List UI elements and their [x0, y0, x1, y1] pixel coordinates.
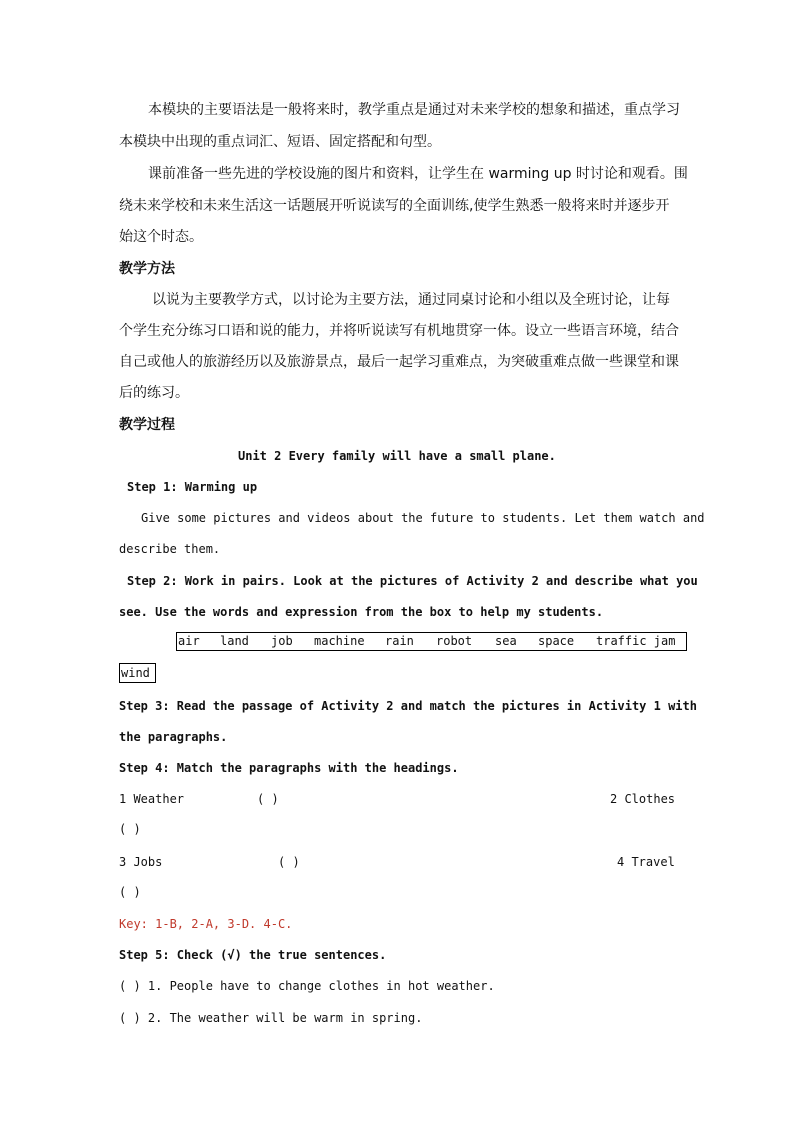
- word-box-item: rain: [385, 634, 414, 648]
- match-paren-1: ( ): [257, 792, 279, 806]
- word-box-last: wind: [119, 663, 156, 683]
- word-box-item: robot: [436, 634, 473, 648]
- word-box-item: land: [220, 634, 249, 648]
- check-sentence-1: ( ) 1. People have to change clothes in hot weather.: [119, 979, 495, 993]
- intro-paragraph-1-line-2: 本模块中出现的重点词汇、短语、固定搭配和句型。: [119, 134, 441, 150]
- process-heading: 教学过程: [119, 417, 175, 433]
- word-box-item: sea: [495, 634, 517, 648]
- step-1-title: Step 1: Warming up: [127, 480, 258, 494]
- method-line-1: 以说为主要教学方式，以讨论为主要方法，通过同桌讨论和小组以及全班讨论，让每: [152, 292, 670, 308]
- intro-paragraph-1-line-1: 本模块的主要语法是一般将来时，教学重点是通过对未来学校的想象和描述，重点学习: [148, 102, 680, 118]
- check-sentence-2: ( ) 2. The weather will be warm in spring.: [119, 1011, 423, 1025]
- intro-paragraph-2-line-3: 始这个时态。: [119, 229, 203, 245]
- step-3-line-1: Step 3: Read the passage of Activity 2 and match the pictures in Activity 1 with: [119, 699, 697, 713]
- word-box-item: space: [538, 634, 575, 648]
- unit-title: Unit 2 Every family will have a small plane.: [238, 449, 556, 463]
- step-3-line-2: the paragraphs.: [119, 730, 228, 744]
- step-1-line-1: Give some pictures and videos about the future to students. Let them watch and: [141, 511, 705, 525]
- intro-paragraph-2-line-2: 绕未来学校和未来生活这一话题展开听说读写的全面训练,使学生熟悉一般将来时并逐步开: [119, 198, 670, 214]
- step-5-title: Step 5: Check (√) the true sentences.: [119, 948, 387, 962]
- match-paren-3: ( ): [278, 855, 300, 869]
- answer-key: Key: 1-B, 2-A, 3-D. 4-C.: [119, 917, 293, 931]
- method-line-3: 自己或他人的旅游经历以及旅游景点，最后一起学习重难点，为突破重难点做一些课堂和课: [119, 354, 679, 370]
- step-2-line-2: see. Use the words and expression from the box to help my students.: [119, 605, 604, 619]
- word-box: [176, 632, 687, 651]
- step-2-line-1: Step 2: Work in pairs. Look at the pictures of Activity 2 and describe what you: [127, 574, 698, 588]
- step-1-line-2: describe them.: [119, 542, 221, 556]
- word-box-item: traffic jam: [596, 634, 676, 648]
- match-paren-4: ( ): [119, 885, 141, 899]
- intro-paragraph-2-line-1: 课前准备一些先进的学校设施的图片和资料，让学生在 warming up 时讨论和观看。围: [148, 166, 688, 182]
- match-paren-2: ( ): [119, 822, 141, 836]
- method-line-4: 后的练习。: [119, 385, 189, 401]
- word-box-item: job: [271, 634, 293, 648]
- word-box-item: air: [178, 634, 200, 648]
- step-4-title: Step 4: Match the paragraphs with the headings.: [119, 761, 459, 775]
- match-item-3: 3 Jobs: [119, 855, 163, 869]
- word-box-item: machine: [314, 634, 365, 648]
- match-item-4: 4 Travel: [617, 855, 675, 869]
- match-item-1: 1 Weather: [119, 792, 185, 806]
- method-heading: 教学方法: [119, 261, 175, 277]
- match-item-2: 2 Clothes: [610, 792, 676, 806]
- method-line-2: 个学生充分练习口语和说的能力，并将听说读写有机地贯穿一体。设立一些语言环境，结合: [119, 323, 679, 339]
